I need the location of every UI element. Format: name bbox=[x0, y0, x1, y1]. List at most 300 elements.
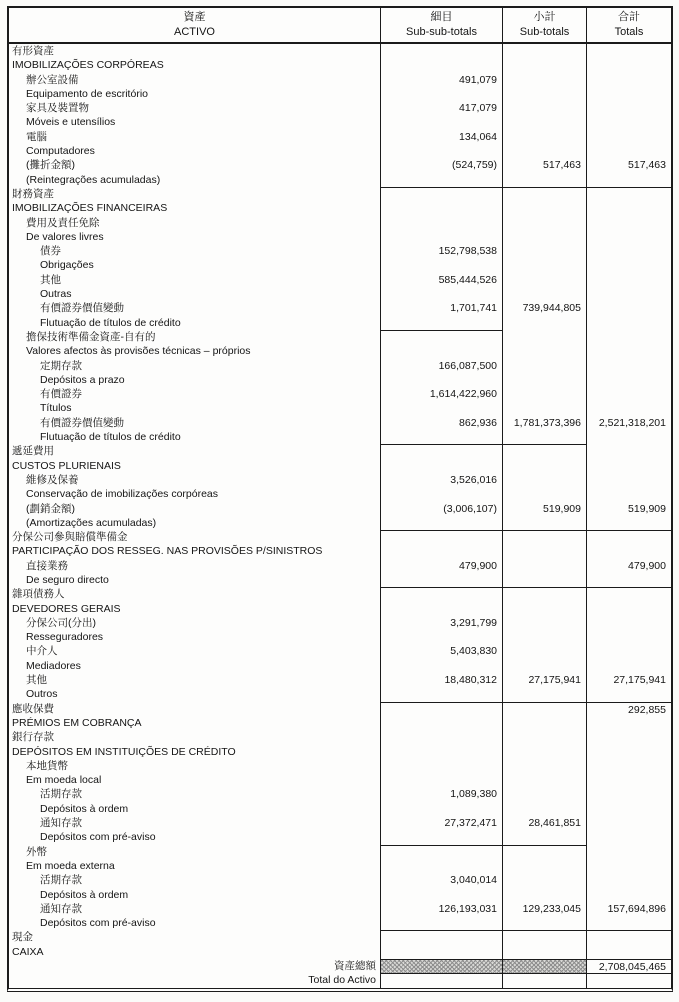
row-label: Em moeda externa bbox=[26, 859, 115, 872]
row-label: De seguro directo bbox=[26, 573, 109, 586]
table-row bbox=[9, 973, 671, 987]
total-value bbox=[586, 845, 671, 859]
row-label: 有價證券 bbox=[40, 388, 82, 401]
sub-sub-total-value bbox=[380, 802, 502, 816]
header-sub-totals-zh: 小計 bbox=[533, 11, 556, 23]
sub-total-value bbox=[502, 644, 586, 658]
header-sub-sub-totals-pt: Sub-sub-totals bbox=[406, 26, 477, 38]
table-row bbox=[9, 673, 671, 687]
sub-sub-total-value: 417,079 bbox=[380, 101, 502, 115]
table-row bbox=[9, 845, 671, 859]
sub-total-value bbox=[502, 444, 586, 458]
table-row bbox=[9, 44, 671, 58]
sub-sub-total-value bbox=[380, 773, 502, 787]
row-label: 外幣 bbox=[26, 845, 47, 858]
sub-total-value bbox=[502, 344, 586, 358]
row-label: (攤折金額) bbox=[26, 159, 75, 172]
sub-total-value bbox=[502, 115, 586, 129]
sub-total-value bbox=[502, 316, 586, 330]
total-value bbox=[586, 930, 671, 944]
row-label: 電腦 bbox=[26, 130, 47, 143]
sub-total-value bbox=[502, 330, 586, 344]
sub-sub-total-value bbox=[380, 959, 502, 973]
sub-total-value bbox=[502, 959, 586, 973]
row-label: (Amortizações acumuladas) bbox=[26, 516, 157, 529]
row-label: 分保公司參與賠償準備金 bbox=[12, 531, 128, 544]
total-value bbox=[586, 916, 671, 930]
table-row bbox=[9, 559, 671, 573]
total-value bbox=[586, 745, 671, 759]
row-label: 中介人 bbox=[26, 645, 58, 658]
sub-sub-total-value bbox=[380, 58, 502, 72]
row-label: Em moeda local bbox=[26, 774, 102, 787]
total-value bbox=[586, 544, 671, 558]
sub-sub-total-value bbox=[380, 459, 502, 473]
sub-sub-total-value bbox=[380, 845, 502, 859]
sub-sub-total-value bbox=[380, 630, 502, 644]
sub-sub-total-value: (3,006,107) bbox=[380, 502, 502, 516]
header-activo-pt: ACTIVO bbox=[174, 26, 215, 38]
row-label: 費用及責任免除 bbox=[26, 216, 100, 229]
row-label: Conservação de imobilizações corpóreas bbox=[26, 488, 219, 501]
row-label: 雜項債務人 bbox=[12, 588, 65, 601]
total-value bbox=[586, 802, 671, 816]
table-row bbox=[9, 330, 671, 344]
row-label: 有價證券價值變動 bbox=[40, 302, 124, 315]
sub-total-value bbox=[502, 373, 586, 387]
header-totals-zh: 合計 bbox=[618, 11, 640, 23]
total-value: 479,900 bbox=[586, 559, 671, 573]
row-label: 擔保技術準備金資產-自有的 bbox=[26, 330, 156, 343]
table-row bbox=[9, 201, 671, 215]
sub-total-value bbox=[502, 487, 586, 501]
total-value bbox=[586, 630, 671, 644]
sub-total-value bbox=[502, 516, 586, 530]
table-body bbox=[9, 44, 671, 988]
table-header bbox=[9, 8, 671, 44]
sub-total-value bbox=[502, 973, 586, 987]
total-value bbox=[586, 759, 671, 773]
sub-sub-total-value: 166,087,500 bbox=[380, 359, 502, 373]
table-row bbox=[9, 888, 671, 902]
table-row bbox=[9, 87, 671, 101]
sub-total-value bbox=[502, 773, 586, 787]
header-sub-totals bbox=[502, 8, 586, 42]
table-row bbox=[9, 459, 671, 473]
sub-total-value bbox=[502, 859, 586, 873]
sub-total-value bbox=[502, 802, 586, 816]
total-value bbox=[586, 587, 671, 601]
sub-sub-total-value: 126,193,031 bbox=[380, 902, 502, 916]
table-row bbox=[9, 902, 671, 916]
sub-total-value bbox=[502, 559, 586, 573]
table-row bbox=[9, 702, 671, 716]
row-label: Depósitos à ordem bbox=[40, 802, 129, 815]
row-label: Equipamento de escritório bbox=[26, 87, 148, 100]
total-value bbox=[586, 258, 671, 272]
table-row bbox=[9, 602, 671, 616]
sub-sub-total-value bbox=[380, 187, 502, 201]
sub-total-value bbox=[502, 87, 586, 101]
sub-total-value bbox=[502, 845, 586, 859]
sub-total-value bbox=[502, 258, 586, 272]
sub-total-value bbox=[502, 187, 586, 201]
sub-total-value bbox=[502, 273, 586, 287]
sub-sub-total-value: 862,936 bbox=[380, 416, 502, 430]
row-label: (劃銷金額) bbox=[26, 502, 75, 515]
row-label: Depósitos a prazo bbox=[40, 373, 125, 386]
total-value bbox=[586, 58, 671, 72]
row-label: 辦公室設備 bbox=[26, 73, 79, 86]
table-row bbox=[9, 587, 671, 601]
sub-sub-total-value bbox=[380, 373, 502, 387]
row-label: 其他 bbox=[40, 273, 61, 286]
sub-total-value bbox=[502, 745, 586, 759]
table-row bbox=[9, 773, 671, 787]
header-activo bbox=[9, 8, 380, 42]
total-value bbox=[586, 115, 671, 129]
table-row bbox=[9, 945, 671, 959]
sub-sub-total-value bbox=[380, 173, 502, 187]
sub-sub-total-value: 3,291,799 bbox=[380, 616, 502, 630]
sub-sub-total-value: 1,701,741 bbox=[380, 301, 502, 315]
row-label: 通知存款 bbox=[40, 817, 82, 830]
total-value bbox=[586, 301, 671, 315]
total-value bbox=[586, 830, 671, 844]
table-row bbox=[9, 644, 671, 658]
sub-sub-total-value bbox=[380, 973, 502, 987]
sub-sub-total-value bbox=[380, 930, 502, 944]
sub-sub-total-value bbox=[380, 401, 502, 415]
sub-total-value bbox=[502, 101, 586, 115]
sub-total-value bbox=[502, 630, 586, 644]
table-row bbox=[9, 916, 671, 930]
row-label: Outros bbox=[26, 688, 58, 701]
row-label: Títulos bbox=[40, 402, 72, 415]
table-row bbox=[9, 287, 671, 301]
sub-total-value bbox=[502, 602, 586, 616]
sub-sub-total-value: 5,403,830 bbox=[380, 644, 502, 658]
sub-sub-total-value bbox=[380, 258, 502, 272]
sub-sub-total-value bbox=[380, 544, 502, 558]
total-value bbox=[586, 973, 671, 987]
total-value bbox=[586, 659, 671, 673]
total-value: 517,463 bbox=[586, 158, 671, 172]
table-row bbox=[9, 158, 671, 172]
sub-total-value: 517,463 bbox=[502, 158, 586, 172]
sub-total-value: 129,233,045 bbox=[502, 902, 586, 916]
sub-total-value bbox=[502, 459, 586, 473]
sub-total-value bbox=[502, 230, 586, 244]
sub-total-value bbox=[502, 144, 586, 158]
row-label: Outras bbox=[40, 288, 72, 301]
total-value bbox=[586, 816, 671, 830]
total-value bbox=[586, 773, 671, 787]
sub-sub-total-value: 585,444,526 bbox=[380, 273, 502, 287]
row-label: Valores afectos às provisões técnicas – próprios bbox=[26, 345, 251, 358]
sub-total-value bbox=[502, 787, 586, 801]
row-label: Flutuação de títulos de crédito bbox=[40, 431, 181, 444]
header-activo-zh: 資產 bbox=[183, 11, 206, 23]
header-totals bbox=[586, 8, 671, 42]
total-value bbox=[586, 44, 671, 58]
sub-total-value bbox=[502, 359, 586, 373]
row-label: 家具及裝置物 bbox=[26, 102, 89, 115]
total-value: 27,175,941 bbox=[586, 673, 671, 687]
sub-total-value bbox=[502, 573, 586, 587]
table-row bbox=[9, 759, 671, 773]
table-row bbox=[9, 687, 671, 701]
table-row bbox=[9, 115, 671, 129]
row-label: 遞延費用 bbox=[12, 445, 54, 458]
sub-total-value bbox=[502, 916, 586, 930]
row-label: 活期存款 bbox=[40, 788, 82, 801]
sub-sub-total-value bbox=[380, 602, 502, 616]
sub-sub-total-value bbox=[380, 144, 502, 158]
row-label: 分保公司(分出) bbox=[26, 616, 96, 629]
row-label: Total do Activo bbox=[308, 974, 376, 987]
row-label: 應收保費 bbox=[12, 702, 54, 715]
table-row bbox=[9, 730, 671, 744]
row-label: Computadores bbox=[26, 145, 95, 158]
table-row bbox=[9, 144, 671, 158]
table-row bbox=[9, 101, 671, 115]
table-row bbox=[9, 487, 671, 501]
sub-total-value bbox=[502, 58, 586, 72]
sub-total-value bbox=[502, 430, 586, 444]
row-label: 維修及保養 bbox=[26, 473, 79, 486]
total-value bbox=[586, 873, 671, 887]
sub-sub-total-value bbox=[380, 573, 502, 587]
row-label: 活期存款 bbox=[40, 874, 82, 887]
total-value bbox=[586, 687, 671, 701]
row-label: 直接業務 bbox=[26, 559, 68, 572]
sub-sub-total-value bbox=[380, 87, 502, 101]
header-totals-pt: Totals bbox=[614, 26, 644, 38]
sub-sub-total-value bbox=[380, 702, 502, 716]
row-label: Depósitos com pré-aviso bbox=[40, 831, 156, 844]
table-row bbox=[9, 473, 671, 487]
table-row bbox=[9, 959, 671, 973]
header-sub-sub-totals-zh: 細目 bbox=[430, 11, 453, 23]
total-value bbox=[586, 316, 671, 330]
total-value bbox=[586, 573, 671, 587]
sub-sub-total-value bbox=[380, 330, 502, 344]
sub-sub-total-value bbox=[380, 759, 502, 773]
sub-total-value bbox=[502, 73, 586, 87]
table-row bbox=[9, 373, 671, 387]
total-value bbox=[586, 430, 671, 444]
sub-sub-total-value bbox=[380, 115, 502, 129]
sub-total-value bbox=[502, 216, 586, 230]
total-value bbox=[586, 73, 671, 87]
row-label: DEPÓSITOS EM INSTITUIÇÕES DE CRÉDITO bbox=[12, 745, 236, 758]
row-label: Mediadores bbox=[26, 659, 81, 672]
total-value bbox=[586, 487, 671, 501]
table-row bbox=[9, 73, 671, 87]
row-label: 定期存款 bbox=[40, 359, 82, 372]
table-row bbox=[9, 873, 671, 887]
table-row bbox=[9, 387, 671, 401]
total-value bbox=[586, 344, 671, 358]
sub-sub-total-value bbox=[380, 430, 502, 444]
sub-total-value bbox=[502, 387, 586, 401]
total-value bbox=[586, 444, 671, 458]
sub-total-value bbox=[502, 244, 586, 258]
sub-total-value bbox=[502, 730, 586, 744]
row-label: CAIXA bbox=[12, 945, 44, 958]
row-label: 有形資產 bbox=[12, 45, 54, 57]
table-row bbox=[9, 745, 671, 759]
sub-total-value bbox=[502, 473, 586, 487]
sub-sub-total-value bbox=[380, 587, 502, 601]
sub-total-value bbox=[502, 945, 586, 959]
total-value bbox=[586, 230, 671, 244]
total-value bbox=[586, 530, 671, 544]
sub-sub-total-value: 18,480,312 bbox=[380, 673, 502, 687]
sub-sub-total-value bbox=[380, 716, 502, 730]
table-row bbox=[9, 516, 671, 530]
sub-sub-total-value bbox=[380, 287, 502, 301]
total-value bbox=[586, 359, 671, 373]
sub-sub-total-value bbox=[380, 44, 502, 58]
table-row bbox=[9, 616, 671, 630]
table-row bbox=[9, 58, 671, 72]
total-value bbox=[586, 516, 671, 530]
total-value bbox=[586, 459, 671, 473]
sub-total-value bbox=[502, 702, 586, 716]
sub-sub-total-value bbox=[380, 687, 502, 701]
sub-total-value bbox=[502, 873, 586, 887]
sub-total-value bbox=[502, 130, 586, 144]
sub-sub-total-value: 1,614,422,960 bbox=[380, 387, 502, 401]
sub-sub-total-value: (524,759) bbox=[380, 158, 502, 172]
total-value bbox=[586, 273, 671, 287]
total-value: 2,708,045,465 bbox=[586, 959, 671, 973]
row-label: 銀行存款 bbox=[12, 731, 54, 744]
sub-total-value: 28,461,851 bbox=[502, 816, 586, 830]
total-value bbox=[586, 187, 671, 201]
table-row bbox=[9, 401, 671, 415]
total-value bbox=[586, 87, 671, 101]
header-sub-sub-totals bbox=[380, 8, 502, 42]
row-label: Flutuação de títulos de crédito bbox=[40, 316, 181, 329]
sub-sub-total-value bbox=[380, 745, 502, 759]
sub-sub-total-value: 134,064 bbox=[380, 130, 502, 144]
sub-sub-total-value: 152,798,538 bbox=[380, 244, 502, 258]
header-sub-totals-pt: Sub-totals bbox=[519, 26, 570, 38]
table-row bbox=[9, 244, 671, 258]
table-row bbox=[9, 787, 671, 801]
sub-total-value bbox=[502, 173, 586, 187]
total-value bbox=[586, 945, 671, 959]
total-value: 519,909 bbox=[586, 502, 671, 516]
table-row bbox=[9, 816, 671, 830]
total-value bbox=[586, 287, 671, 301]
table-row bbox=[9, 930, 671, 944]
sub-sub-total-value: 1,089,380 bbox=[380, 787, 502, 801]
table-row bbox=[9, 502, 671, 516]
sub-sub-total-value: 3,040,014 bbox=[380, 873, 502, 887]
total-value bbox=[586, 244, 671, 258]
sub-total-value bbox=[502, 401, 586, 415]
total-value bbox=[586, 401, 671, 415]
sub-sub-total-value bbox=[380, 444, 502, 458]
total-value bbox=[586, 730, 671, 744]
total-value bbox=[586, 473, 671, 487]
table-row bbox=[9, 273, 671, 287]
sub-sub-total-value: 479,900 bbox=[380, 559, 502, 573]
table-row bbox=[9, 359, 671, 373]
row-label: 其他 bbox=[26, 674, 47, 687]
total-value bbox=[586, 330, 671, 344]
sub-total-value bbox=[502, 587, 586, 601]
total-value bbox=[586, 144, 671, 158]
sub-total-value bbox=[502, 759, 586, 773]
sub-sub-total-value bbox=[380, 516, 502, 530]
row-label: IMOBILIZAÇÕES CORPÓREAS bbox=[12, 59, 164, 72]
sub-total-value: 519,909 bbox=[502, 502, 586, 516]
total-value bbox=[586, 787, 671, 801]
sub-sub-total-value bbox=[380, 830, 502, 844]
row-label: 通知存款 bbox=[40, 902, 82, 915]
sub-sub-total-value: 27,372,471 bbox=[380, 816, 502, 830]
row-label: 有價證券價值變動 bbox=[40, 416, 124, 429]
sub-sub-total-value bbox=[380, 859, 502, 873]
table-row bbox=[9, 444, 671, 458]
sub-total-value: 1,781,373,396 bbox=[502, 416, 586, 430]
total-value bbox=[586, 644, 671, 658]
row-label: Depósitos à ordem bbox=[40, 888, 129, 901]
table-row bbox=[9, 802, 671, 816]
total-value bbox=[586, 201, 671, 215]
sub-total-value bbox=[502, 287, 586, 301]
row-label: DEVEDORES GERAIS bbox=[12, 602, 121, 615]
total-value bbox=[586, 716, 671, 730]
sub-total-value bbox=[502, 687, 586, 701]
sub-total-value bbox=[502, 530, 586, 544]
sub-sub-total-value bbox=[380, 316, 502, 330]
table-row bbox=[9, 530, 671, 544]
row-label: 資產總額 bbox=[334, 960, 376, 972]
sub-total-value bbox=[502, 616, 586, 630]
total-value bbox=[586, 602, 671, 616]
table-row bbox=[9, 301, 671, 315]
table-row bbox=[9, 430, 671, 444]
row-label: CUSTOS PLURIENAIS bbox=[12, 459, 121, 472]
row-label: 財務資產 bbox=[12, 187, 54, 200]
total-value bbox=[586, 616, 671, 630]
total-value: 2,521,318,201 bbox=[586, 416, 671, 430]
sub-sub-total-value bbox=[380, 201, 502, 215]
row-label: PRÉMIOS EM COBRANÇA bbox=[12, 716, 142, 729]
total-value bbox=[586, 387, 671, 401]
sub-sub-total-value: 3,526,016 bbox=[380, 473, 502, 487]
total-value bbox=[586, 130, 671, 144]
sub-sub-total-value bbox=[380, 945, 502, 959]
row-label: Móveis e utensílios bbox=[26, 116, 116, 129]
asset-statement-table bbox=[7, 6, 673, 992]
sub-sub-total-value bbox=[380, 888, 502, 902]
table-row bbox=[9, 187, 671, 201]
table-row bbox=[9, 230, 671, 244]
total-value: 292,855 bbox=[586, 702, 671, 716]
table-row bbox=[9, 416, 671, 430]
table-row bbox=[9, 544, 671, 558]
total-value bbox=[586, 173, 671, 187]
sub-sub-total-value bbox=[380, 230, 502, 244]
row-label: 現金 bbox=[12, 931, 33, 944]
